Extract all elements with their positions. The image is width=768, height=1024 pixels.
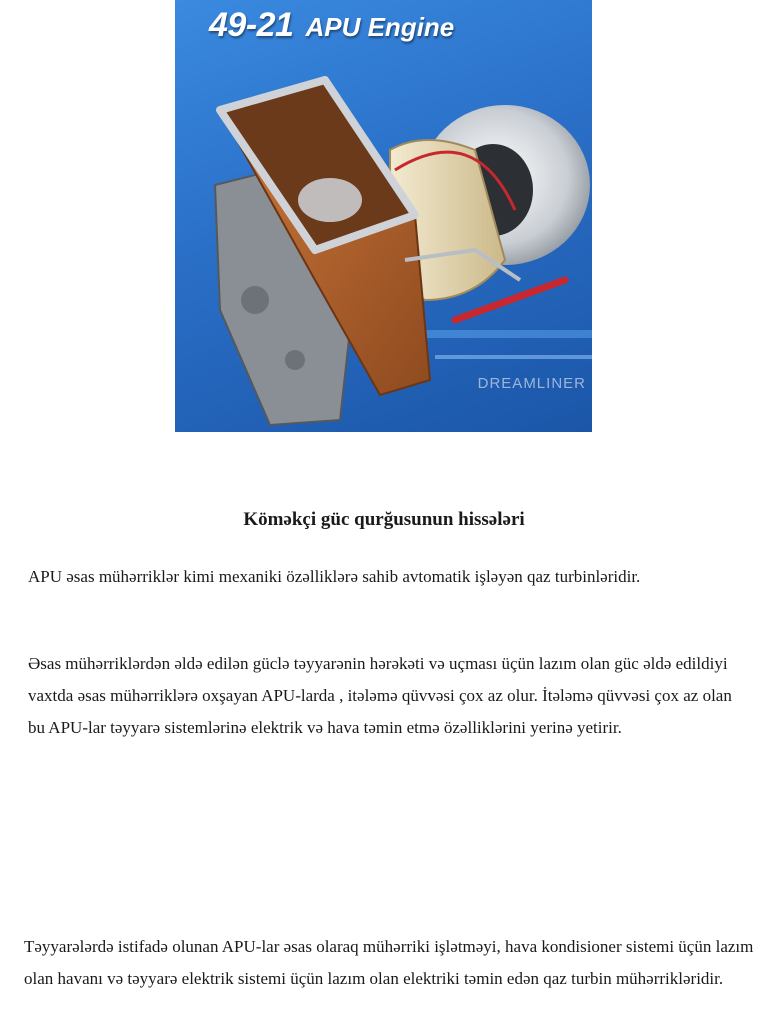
apu-engine-illustration xyxy=(175,0,592,432)
figure-watermark: DREAMLINER xyxy=(477,375,586,392)
gearbox-port xyxy=(285,350,305,370)
paragraph-2: Əsas mühərriklərdən əldə edilən güclə təyyarənin hərəkəti və uçması üçün lazım olan güc əldə edildiyi vaxtda əsas mühərriklərə oxşayan APU-larda , itələmə qüvvəsi çox az olur. İtələmə qüvvəsi çox az olan bu APU-lar təyyarə sistemlərinə elektrik və hava təmin etmə özəlliklərini yerinə yetirir. xyxy=(28,654,732,737)
gearbox-port xyxy=(241,286,269,314)
figure-model-number: 49-21 xyxy=(209,6,294,44)
apu-engine-figure xyxy=(175,0,592,432)
paragraph-1: APU əsas mühərriklər kimi mexaniki özəlliklərə sahib avtomatik işləyən qaz turbinləridir. xyxy=(28,567,641,586)
intake-screen xyxy=(298,178,362,222)
figure-title-text: APU Engine xyxy=(305,12,455,42)
section-heading: Köməkçi güc qurğusunun hissələri xyxy=(243,509,525,530)
paragraph-3: Təyyarələrdə istifadə olunan APU-lar əsas olaraq mühərriki işlətməyi, hava kondisioner sistemi üçün lazım olan havanı və təyyarə elektrik sistemi üçün lazım olan elektriki təmin edən qaz turbin mühərrikləridir. xyxy=(24,937,754,988)
figure-title xyxy=(209,6,454,45)
light-streak xyxy=(435,355,592,359)
